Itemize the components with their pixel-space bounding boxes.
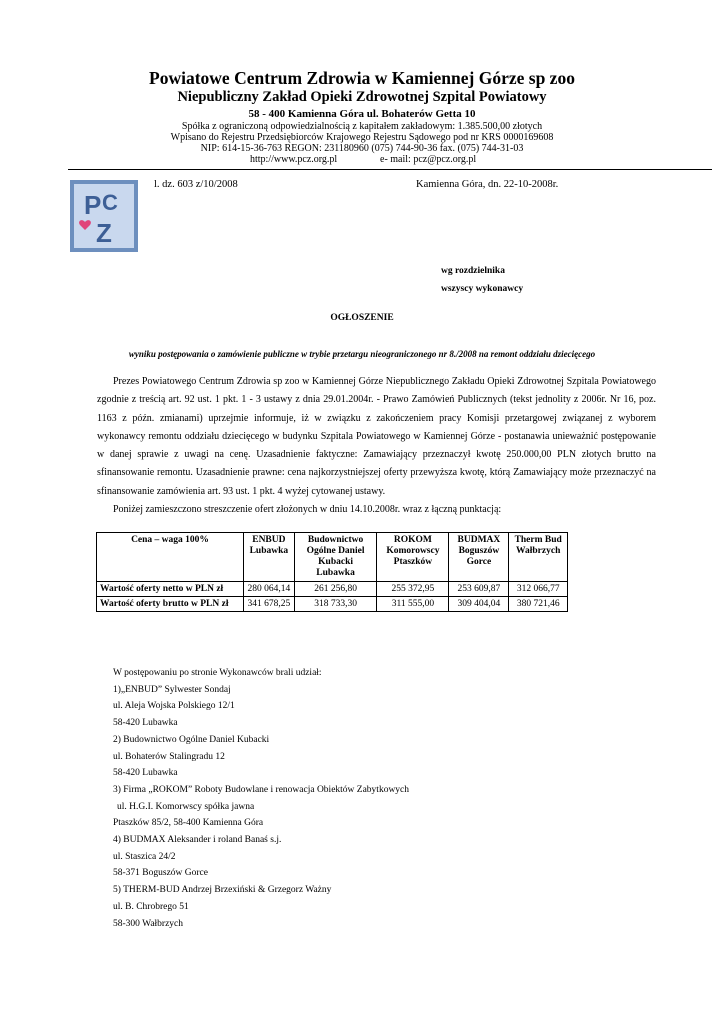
svg-text:C: C: [102, 190, 118, 215]
participants-list: [113, 665, 409, 932]
table-cell: 380 721,46: [509, 597, 568, 612]
list-item: ul. B. Chrobrego 51: [113, 901, 189, 912]
table-cell: 318 733,30: [294, 597, 377, 612]
table-cell: 261 256,80: [294, 582, 377, 597]
list-item: 58-300 Wałbrzych: [113, 918, 184, 929]
table-cell: 311 555,00: [377, 597, 449, 612]
list-item: 2) Budownictwo Ogólne Daniel Kubacki: [113, 734, 270, 745]
org-subtitle: Niepubliczny Zakład Opieki Zdrowotnej Szpital Powiatowy: [177, 89, 547, 105]
list-item: 1)„ENBUD” Sylwester Sondaj: [113, 684, 231, 695]
table-column-header: BUDMAX Boguszów Gorce: [449, 533, 509, 582]
distribution-line-1: wg rozdzielnika: [441, 266, 505, 276]
table-header-row: [97, 533, 568, 582]
list-item: Ptaszków 85/2, 58-400 Kamienna Góra: [113, 818, 264, 829]
list-item: ul. Staszica 24/2: [113, 851, 176, 862]
table-cell: 341 678,25: [244, 597, 295, 612]
offers-table: [96, 532, 568, 612]
list-item: 3) Firma „ROKOM” Roboty Budowlane i renowacja Obiektów Zabytkowych: [113, 784, 410, 795]
table-row: [97, 582, 568, 597]
participants-intro: W postępowaniu po stronie Wykonawców brali udział:: [113, 668, 322, 678]
table-cell: 255 372,95: [377, 582, 449, 597]
announcement-subject: wyniku postępowania o zamówienie publiczne w trybie przetargu nieograniczonego nr 8./2008 na remont oddziału dziecięcego: [128, 349, 596, 359]
svg-text:P: P: [84, 190, 102, 220]
table-cell: 280 064,14: [244, 582, 295, 597]
table-column-header: Therm Bud Wałbrzych: [509, 533, 568, 582]
company-info-line: Spółka z ograniczoną odpowiedzialnością z kapitałem zakładowym: 1.385.500,00 złotych: [181, 121, 543, 132]
table-cell: 309 404,04: [449, 597, 509, 612]
website-link[interactable]: http://www.pcz.org.pl: [250, 154, 338, 165]
row-label: Wartość oferty brutto w PLN zł: [97, 597, 244, 612]
announcement-title: OGŁOSZENIE: [330, 313, 394, 323]
table-row: [97, 597, 568, 612]
announcement-body: [97, 373, 656, 519]
registry-line: Wpisano do Rejestru Przedsiębiorców Krajowego Rejestru Sądowego pod nr KRS 0000169608: [170, 132, 554, 143]
list-item: ul. H.G.I. Komorwscy spółka jawna: [117, 801, 255, 812]
pcz-logo: [70, 180, 138, 252]
list-item: 58-371 Boguszów Gorce: [113, 868, 208, 879]
list-item: ul. Aleja Wojska Polskiego 12/1: [113, 701, 235, 712]
table-column-header: Budownictwo Ogólne Daniel Kubacki Lubawka: [294, 533, 377, 582]
table-header-label: Cena – waga 100%: [97, 533, 244, 582]
body-paragraph-1: Prezes Powiatowego Centrum Zdrowia sp zoo w Kamiennej Górze Niepublicznego Zakładu Opieki Zdrowotnej Szpitala Powiatowego zgodnie z treścią art. 92 ust. 1 pkt. 1 - 3 ustawy z dnia 29.01.2004r. - Prawo Zamówień Publicznych (tekst jednolity z 2006r. Nr 16, poz. 1163 z późn. zmianami) uprzejmie informuje, iż w związku z zakończeniem pracy Komisji przetargowej związanej z wyborem wykonawcy remontu oddziału dziecięcego w budynku Szpitala Powiatowego w Kamiennej Górze - postanawia unieważnić postępowanie w danej sprawie z uwagi na cenę. Uzasadnienie faktyczne: Zamawiający przeznaczył kwotę 250.000,00 PLN złotych brutto na sfinansowanie remontu. Uzasadnienie prawne: cena najkorzystniejszej oferty przewyższa kwotę, którą Zamawiający może przeznaczyć na sfinansowanie zamówienia art. 93 ust. 1 pkt. 4 wyżej cytowanej ustawy.: [97, 376, 656, 497]
row-label: Wartość oferty netto w PLN zł: [97, 582, 244, 597]
table-cell: 253 609,87: [449, 582, 509, 597]
list-item: ul. Bohaterów Stalingradu 12: [113, 751, 225, 762]
org-name: Powiatowe Centrum Zdrowia w Kamiennej Górze sp zoo: [149, 68, 575, 88]
header-divider: [68, 169, 712, 170]
svg-text:Z: Z: [96, 218, 112, 248]
reference-number: l. dz. 603 z/10/2008: [154, 179, 238, 190]
contact-line: NIP: 614-15-36-763 REGON: 231180960 (075) 744-90-36 fax. (075) 744-31-03: [200, 143, 524, 154]
table-column-header: ENBUD Lubawka: [244, 533, 295, 582]
list-item: 58-420 Lubawka: [113, 768, 178, 779]
org-address: 58 - 400 Kamienna Góra ul. Bohaterów Getta 10: [248, 108, 476, 120]
list-item: 5) THERM-BUD Andrzej Brzexiński & Grzegorz Ważny: [113, 885, 332, 896]
table-column-header: ROKOM Komorowscy Ptaszków: [377, 533, 449, 582]
list-item: 4) BUDMAX Aleksander i roland Banaś s.j.: [113, 835, 282, 846]
list-item: 58-420 Lubawka: [113, 718, 178, 729]
body-paragraph-2: Poniżej zamieszczono streszczenie ofert złożonych w dniu 14.10.2008r. wraz z łączną punktacją:: [113, 504, 502, 516]
distribution-line-2: wszyscy wykonawcy: [441, 284, 524, 294]
email-link[interactable]: e- mail: pcz@pcz.org.pl: [380, 154, 477, 165]
document-date: Kamienna Góra, dn. 22-10-2008r.: [416, 179, 559, 190]
table-cell: 312 066,77: [509, 582, 568, 597]
